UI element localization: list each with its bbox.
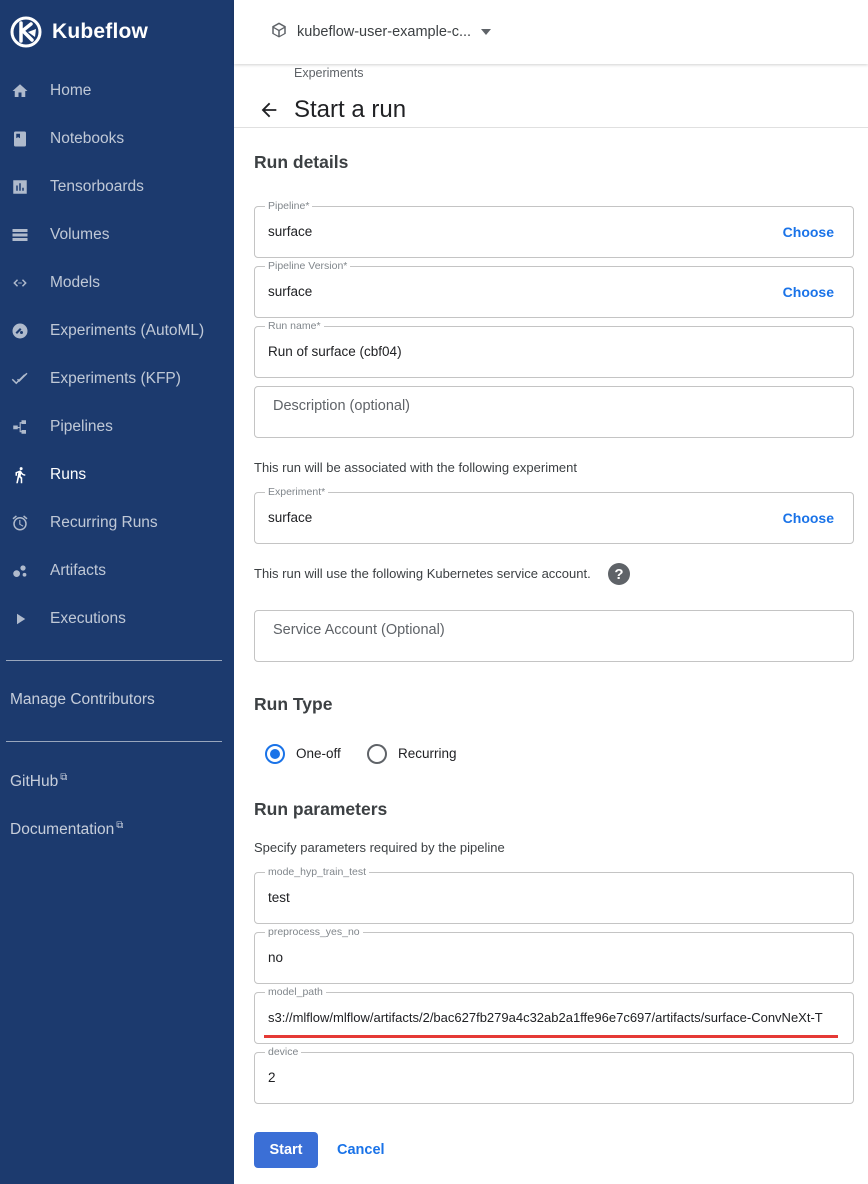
sidebar-item-home[interactable] xyxy=(0,67,234,115)
field-label: Run name* xyxy=(265,320,324,332)
sidebar-item-label: Experiments (AutoML) xyxy=(50,322,205,339)
pipeline-icon xyxy=(10,417,30,437)
sidebar-nav xyxy=(0,67,234,643)
bar-chart-icon xyxy=(10,177,30,197)
service-account-field[interactable] xyxy=(254,610,854,662)
choose-pipeline-version-button[interactable]: Choose xyxy=(782,284,834,300)
run-parameters-title: Run parameters xyxy=(254,799,388,819)
manage-contributors-link[interactable]: Manage Contributors xyxy=(10,691,155,708)
automl-icon xyxy=(10,321,30,341)
home-icon xyxy=(10,81,30,101)
field-placeholder: Service Account (Optional) xyxy=(273,622,445,638)
notebook-icon xyxy=(10,129,30,149)
sidebar-item-experiments-automl[interactable] xyxy=(0,307,234,355)
github-link[interactable] xyxy=(10,772,67,791)
highlight-underline xyxy=(264,1035,838,1038)
choose-pipeline-button[interactable]: Choose xyxy=(782,224,834,240)
experiment-note: This run will be associated with the following experiment xyxy=(254,460,577,475)
run-parameters-note: Specify parameters required by the pipeline xyxy=(254,840,505,855)
documentation-link[interactable] xyxy=(10,820,123,839)
sidebar xyxy=(0,0,234,1184)
code-arrows-icon xyxy=(10,273,30,293)
field-value: surface xyxy=(268,224,313,239)
sidebar-item-label: Recurring Runs xyxy=(50,514,158,531)
sidebar-item-label: Home xyxy=(50,82,92,99)
field-value: Run of surface (cbf04) xyxy=(268,344,402,359)
storage-icon xyxy=(10,225,30,245)
field-value: surface xyxy=(268,284,313,299)
alarm-icon xyxy=(10,513,30,533)
run-details-title: Run details xyxy=(254,152,349,172)
github-link-label: GitHub xyxy=(10,773,59,791)
sidebar-item-label: Volumes xyxy=(50,226,110,243)
sidebar-item-models[interactable] xyxy=(0,259,234,307)
external-link-icon: ⧉ xyxy=(116,820,124,831)
run-name-field[interactable] xyxy=(254,320,854,378)
field-placeholder: Description (optional) xyxy=(273,398,411,414)
external-link-icon: ⧉ xyxy=(60,772,68,783)
sidebar-item-recurring-runs[interactable] xyxy=(0,499,234,547)
namespace-label: kubeflow-user-example-c... xyxy=(297,24,472,40)
field-value: surface xyxy=(268,510,313,525)
play-icon xyxy=(10,609,30,629)
sidebar-item-artifacts[interactable] xyxy=(0,547,234,595)
sidebar-item-executions[interactable] xyxy=(0,595,234,643)
sidebar-item-label: Pipelines xyxy=(50,418,113,435)
recurring-label[interactable]: Recurring xyxy=(398,746,457,761)
runner-icon xyxy=(10,465,30,485)
sidebar-item-experiments-kfp[interactable] xyxy=(0,355,234,403)
run-type-title: Run Type xyxy=(254,694,333,714)
sidebar-divider xyxy=(6,660,222,661)
start-button[interactable]: Start xyxy=(254,1132,318,1168)
field-value: s3://mlflow/mlflow/artifacts/2/bac627fb279a4c32ab2a1ffe96e7c697/artifacts/surface-ConvNeXt-T xyxy=(268,1010,823,1025)
field-label: model_path xyxy=(265,986,326,998)
header-divider xyxy=(234,127,868,128)
field-label: Pipeline* xyxy=(265,200,312,212)
sidebar-item-pipelines[interactable] xyxy=(0,403,234,451)
field-label: device xyxy=(265,1046,301,1058)
chevron-down-icon xyxy=(481,29,491,35)
pipeline-version-field[interactable] xyxy=(254,260,854,318)
namespace-selector[interactable] xyxy=(270,20,491,44)
field-label: mode_hyp_train_test xyxy=(265,866,369,878)
sidebar-item-tensorboards[interactable] xyxy=(0,163,234,211)
description-field[interactable] xyxy=(254,386,854,438)
brand[interactable] xyxy=(10,14,148,50)
sidebar-item-label: Runs xyxy=(50,466,87,483)
bubbles-icon xyxy=(10,561,30,581)
sidebar-item-label: Models xyxy=(50,274,100,291)
field-label: preprocess_yes_no xyxy=(265,926,363,938)
documentation-link-label: Documentation xyxy=(10,821,115,839)
pipeline-field[interactable] xyxy=(254,200,854,258)
field-value: test xyxy=(268,890,290,905)
service-account-note: This run will use the following Kubernetes service account. xyxy=(254,566,591,581)
sidebar-item-runs[interactable] xyxy=(0,451,234,499)
param-device-field[interactable] xyxy=(254,1046,854,1104)
back-arrow-icon[interactable] xyxy=(258,99,280,121)
help-icon[interactable]: ? xyxy=(608,563,630,585)
param-mode-hyp-train-test-field[interactable] xyxy=(254,866,854,924)
sidebar-item-label: Artifacts xyxy=(50,562,106,579)
kubeflow-logo-icon xyxy=(10,16,42,48)
top-bar xyxy=(234,0,868,64)
recurring-radio[interactable] xyxy=(367,744,387,764)
field-label: Pipeline Version* xyxy=(265,260,350,272)
field-value: 2 xyxy=(268,1070,276,1085)
double-check-icon xyxy=(10,369,30,389)
field-value: no xyxy=(268,950,284,965)
page-title: Start a run xyxy=(294,96,407,123)
param-preprocess-yes-no-field[interactable] xyxy=(254,926,854,984)
sidebar-item-label: Experiments (KFP) xyxy=(50,370,181,387)
experiment-field[interactable] xyxy=(254,486,854,544)
cube-icon xyxy=(270,21,288,44)
sidebar-item-label: Tensorboards xyxy=(50,178,144,195)
sidebar-item-volumes[interactable] xyxy=(0,211,234,259)
breadcrumb[interactable]: Experiments xyxy=(294,66,364,80)
choose-experiment-button[interactable]: Choose xyxy=(782,510,834,526)
one-off-label[interactable]: One-off xyxy=(296,746,341,761)
sidebar-divider xyxy=(6,741,222,742)
brand-name: Kubeflow xyxy=(52,20,149,43)
cancel-button[interactable]: Cancel xyxy=(337,1142,385,1158)
sidebar-item-label: Notebooks xyxy=(50,130,125,147)
field-label: Experiment* xyxy=(265,486,328,498)
sidebar-item-notebooks[interactable] xyxy=(0,115,234,163)
one-off-radio[interactable] xyxy=(265,744,285,764)
sidebar-item-label: Executions xyxy=(50,610,126,627)
